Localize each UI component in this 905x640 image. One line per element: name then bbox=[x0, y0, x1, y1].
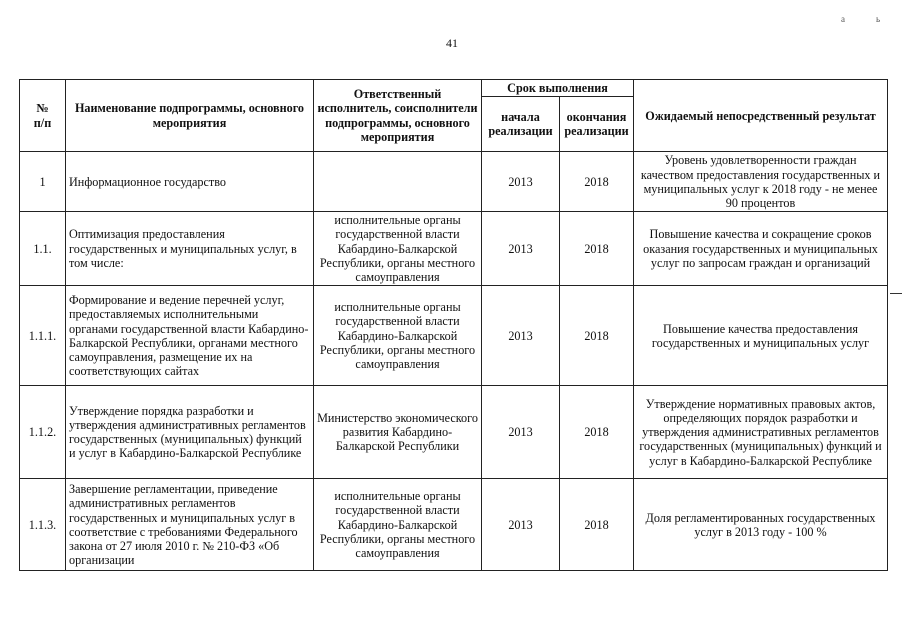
row-result: Повышение качества и сокращение сроков оказания государственных и муниципальных услуг по запросам граждан и организаций bbox=[634, 212, 888, 286]
row-responsible: исполнительные органы государственной власти Кабардино-Балкарской Республики, органы местного самоуправления bbox=[314, 286, 482, 386]
row-start: 2013 bbox=[482, 386, 560, 479]
table-row bbox=[20, 152, 888, 212]
row-name: Завершение регламентации, приведение административных регламентов государственных и муниципальных услуг в соответствие с требованиями Федерального закона от 27 июля 2010 г. № 210-ФЗ «Об организации bbox=[66, 479, 314, 571]
program-table bbox=[19, 79, 888, 571]
row-responsible: Министерство экономического развития Кабардино-Балкарской Республики bbox=[314, 386, 482, 479]
table-row bbox=[20, 212, 888, 286]
margin-dash bbox=[890, 293, 902, 294]
row-responsible: исполнительные органы государственной власти Кабардино-Балкарской Республики, органы местного самоуправления bbox=[314, 479, 482, 571]
row-end: 2018 bbox=[560, 152, 634, 212]
row-num: 1.1.2. bbox=[20, 386, 66, 479]
row-result: Доля регламентированных государственных услуг в 2013 году - 100 % bbox=[634, 479, 888, 571]
row-num: 1.1.1. bbox=[20, 286, 66, 386]
table-row bbox=[20, 386, 888, 479]
header-name: Наименование подпрограммы, основного мероприятия bbox=[66, 80, 314, 152]
corner-mark: a bbox=[841, 14, 845, 24]
corner-mark: ь bbox=[876, 14, 881, 24]
header-result: Ожидаемый непосредственный результат bbox=[634, 80, 888, 152]
row-result: Повышение качества предоставления государственных и муниципальных услуг bbox=[634, 286, 888, 386]
header-num: № п/п bbox=[20, 80, 66, 152]
header-responsible: Ответственный исполнитель, соисполнители подпрограммы, основного мероприятия bbox=[314, 80, 482, 152]
row-start: 2013 bbox=[482, 152, 560, 212]
row-result: Уровень удовлетворенности граждан качеством предоставления государственных и муниципальных услуг к 2018 году - не менее 90 процентов bbox=[634, 152, 888, 212]
row-result: Утверждение нормативных правовых актов, определяющих порядок разработки и утверждения административных регламентов государственных (муниципальных) функций и услуг в Кабардино-Балкарской Республике bbox=[634, 386, 888, 479]
row-name: Формирование и ведение перечней услуг, предоставляемых исполнительными органами государственной власти Кабардино-Балкарской Республики, органами местного самоуправления, размещение их на соответствующих сайтах bbox=[66, 286, 314, 386]
row-end: 2018 bbox=[560, 212, 634, 286]
row-num: 1.1.3. bbox=[20, 479, 66, 571]
row-responsible: исполнительные органы государственной власти Кабардино-Балкарской Республики, органы местного самоуправления bbox=[314, 212, 482, 286]
header-end: окончания реализации bbox=[560, 97, 634, 152]
row-num: 1 bbox=[20, 152, 66, 212]
header-period: Срок выполнения bbox=[482, 80, 634, 97]
row-end: 2018 bbox=[560, 286, 634, 386]
row-start: 2013 bbox=[482, 479, 560, 571]
page-number: 41 bbox=[446, 36, 458, 50]
table-row bbox=[20, 479, 888, 571]
row-end: 2018 bbox=[560, 479, 634, 571]
row-start: 2013 bbox=[482, 286, 560, 386]
row-name: Утверждение порядка разработки и утверждения административных регламентов государственных (муниципальных) функций и услуг в Кабардино-Балкарской Республике bbox=[66, 386, 314, 479]
row-end: 2018 bbox=[560, 386, 634, 479]
header-start: начала реализации bbox=[482, 97, 560, 152]
row-name: Информационное государство bbox=[66, 152, 314, 212]
row-responsible bbox=[314, 152, 482, 212]
row-name: Оптимизация предоставления государственных и муниципальных услуг, в том числе: bbox=[66, 212, 314, 286]
table-row bbox=[20, 286, 888, 386]
row-start: 2013 bbox=[482, 212, 560, 286]
row-num: 1.1. bbox=[20, 212, 66, 286]
